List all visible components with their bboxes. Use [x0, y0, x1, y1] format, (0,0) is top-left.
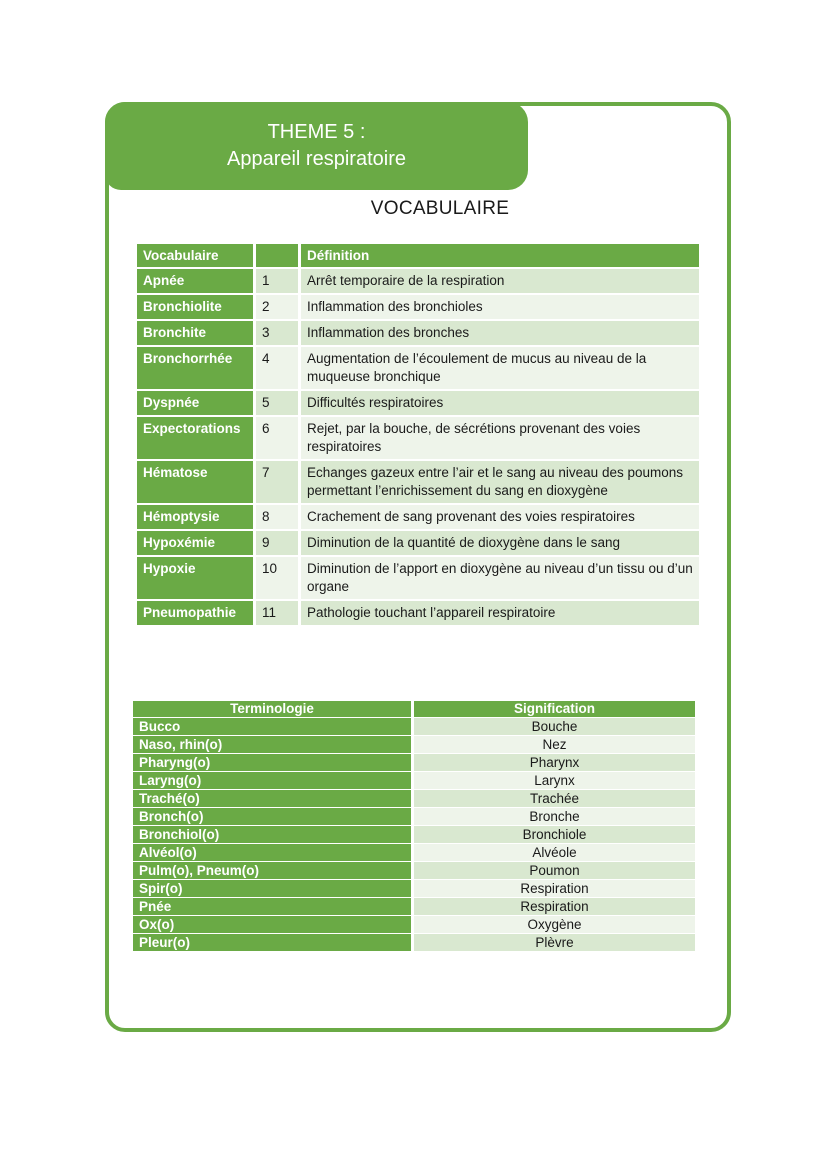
- vocab-term: Dyspnée: [137, 391, 256, 415]
- vocab-number: 3: [256, 321, 301, 345]
- term-meaning: Respiration: [414, 880, 695, 897]
- term-root: Ox(o): [133, 916, 414, 933]
- vocab-number: 5: [256, 391, 301, 415]
- vocab-header-term: Vocabulaire: [137, 244, 256, 267]
- table-row: [137, 391, 699, 415]
- table-row: [133, 880, 695, 897]
- table-row: [133, 736, 695, 753]
- table-row: [133, 754, 695, 771]
- vocab-definition: Rejet, par la bouche, de sécrétions provenant des voies respiratoires: [301, 417, 699, 459]
- terminology-table: [133, 700, 695, 952]
- term-root: Pharyng(o): [133, 754, 414, 771]
- vocab-header-definition: Définition: [301, 244, 699, 267]
- table-row: [133, 916, 695, 933]
- term-meaning: Bronchiole: [414, 826, 695, 843]
- vocab-definition: Diminution de la quantité de dioxygène dans le sang: [301, 531, 699, 555]
- page-title: VOCABULAIRE: [370, 198, 510, 219]
- vocab-number: 7: [256, 461, 301, 503]
- table-row: [137, 295, 699, 319]
- table-row: [137, 269, 699, 293]
- table-row: [137, 321, 699, 345]
- table-row: [137, 505, 699, 529]
- vocab-number: 8: [256, 505, 301, 529]
- table-row: [137, 461, 699, 503]
- table-row: [137, 417, 699, 459]
- table-row: [137, 531, 699, 555]
- term-meaning: Pharynx: [414, 754, 695, 771]
- table-row: [137, 601, 699, 625]
- vocab-term: Bronchite: [137, 321, 256, 345]
- vocab-definition: Pathologie touchant l’appareil respiratoire: [301, 601, 699, 625]
- vocab-number: 2: [256, 295, 301, 319]
- term-root: Bronchiol(o): [133, 826, 414, 843]
- vocab-term: Expectorations: [137, 417, 256, 459]
- vocab-term: Pneumopathie: [137, 601, 256, 625]
- vocab-term: Bronchiolite: [137, 295, 256, 319]
- term-root: Traché(o): [133, 790, 414, 807]
- table-row: [133, 772, 695, 789]
- table-row: [137, 347, 699, 389]
- term-root: Bucco: [133, 718, 414, 735]
- term-meaning: Trachée: [414, 790, 695, 807]
- term-meaning: Nez: [414, 736, 695, 753]
- table-row: [133, 826, 695, 843]
- table-row: [133, 718, 695, 735]
- term-meaning: Bronche: [414, 808, 695, 825]
- vocabulary-table: [137, 242, 699, 627]
- vocab-term: Apnée: [137, 269, 256, 293]
- term-meaning: Oxygène: [414, 916, 695, 933]
- table-row: [133, 808, 695, 825]
- term-header-meaning: Signification: [414, 701, 695, 717]
- theme-header: [105, 102, 528, 190]
- term-root: Naso, rhin(o): [133, 736, 414, 753]
- vocab-number: 10: [256, 557, 301, 599]
- vocab-term: Hypoxie: [137, 557, 256, 599]
- term-meaning: Respiration: [414, 898, 695, 915]
- table-row: [133, 934, 695, 951]
- vocab-definition: Inflammation des bronchioles: [301, 295, 699, 319]
- vocab-term: Hypoxémie: [137, 531, 256, 555]
- term-meaning: Alvéole: [414, 844, 695, 861]
- table-row: [133, 898, 695, 915]
- term-meaning: Plèvre: [414, 934, 695, 951]
- vocab-definition: Inflammation des bronches: [301, 321, 699, 345]
- table-row: [133, 844, 695, 861]
- vocab-number: 6: [256, 417, 301, 459]
- term-root: Spir(o): [133, 880, 414, 897]
- vocab-term: Hématose: [137, 461, 256, 503]
- vocab-term: Hémoptysie: [137, 505, 256, 529]
- term-root: Pnée: [133, 898, 414, 915]
- vocab-number: 11: [256, 601, 301, 625]
- term-header-root: Terminologie: [133, 701, 414, 717]
- vocab-definition: Crachement de sang provenant des voies respiratoires: [301, 505, 699, 529]
- vocab-definition: Arrêt temporaire de la respiration: [301, 269, 699, 293]
- vocab-header-number: [256, 244, 301, 267]
- vocab-term: Bronchorrhée: [137, 347, 256, 389]
- term-meaning: Larynx: [414, 772, 695, 789]
- vocab-definition: Echanges gazeux entre l’air et le sang au niveau des poumons permettant l’enrichissement du sang en dioxygène: [301, 461, 699, 503]
- vocab-number: 9: [256, 531, 301, 555]
- term-root: Bronch(o): [133, 808, 414, 825]
- theme-number: THEME 5 :: [267, 121, 366, 143]
- table-row: [133, 862, 695, 879]
- vocab-number: 4: [256, 347, 301, 389]
- vocab-definition: Diminution de l’apport en dioxygène au niveau d’un tissu ou d’un organe: [301, 557, 699, 599]
- term-root: Alvéol(o): [133, 844, 414, 861]
- term-root: Pleur(o): [133, 934, 414, 951]
- term-meaning: Poumon: [414, 862, 695, 879]
- term-meaning: Bouche: [414, 718, 695, 735]
- vocab-definition: Augmentation de l’écoulement de mucus au niveau de la muqueuse bronchique: [301, 347, 699, 389]
- table-row: [133, 790, 695, 807]
- vocab-definition: Difficultés respiratoires: [301, 391, 699, 415]
- theme-subtitle: Appareil respiratoire: [227, 148, 406, 170]
- term-root: Laryng(o): [133, 772, 414, 789]
- table-row: [137, 557, 699, 599]
- term-root: Pulm(o), Pneum(o): [133, 862, 414, 879]
- vocab-number: 1: [256, 269, 301, 293]
